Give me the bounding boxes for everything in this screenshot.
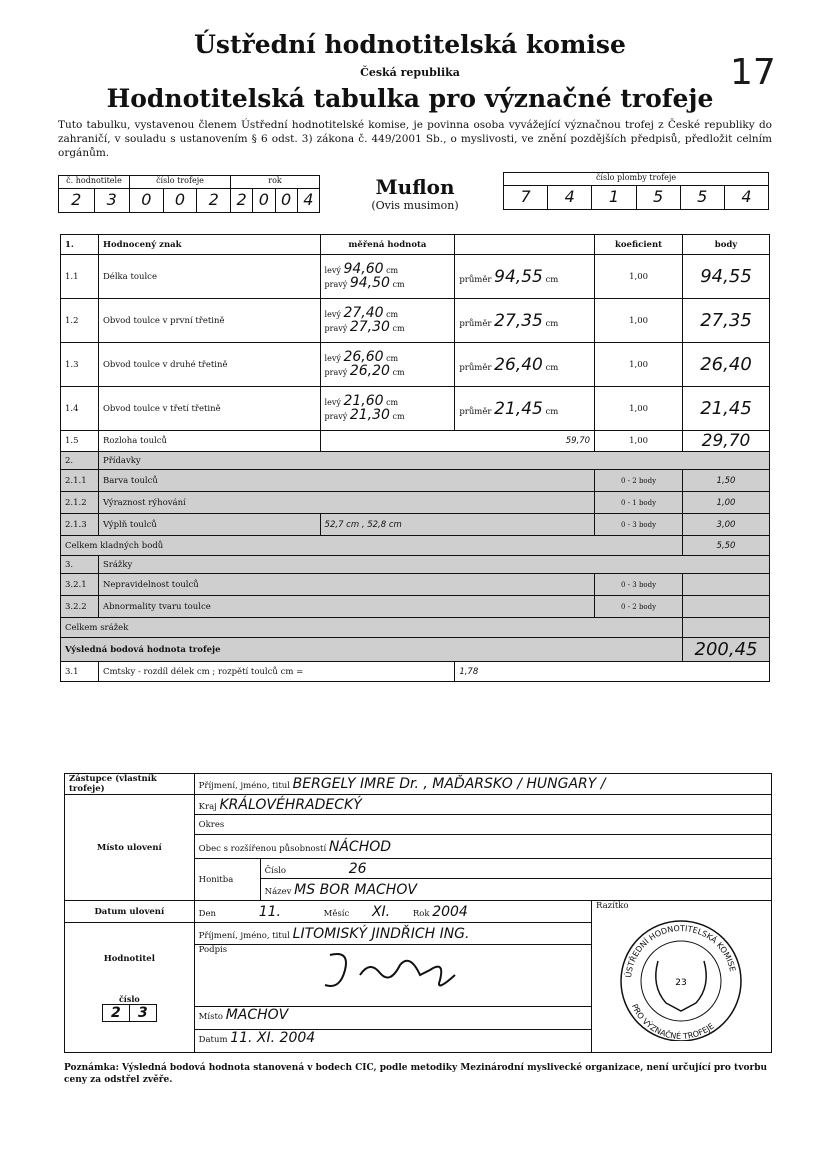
avg-label: průměr	[459, 274, 492, 285]
header-points: body	[683, 235, 770, 255]
footnote: Poznámka: Výsledná bodová hodnota stanovená v bodech CIC, podle metodiky Mezinárodní myslivecké organizace, není určující pro tvorbu ceny za odstřel zvěře.	[64, 1063, 768, 1085]
seal-number-digits	[503, 186, 769, 210]
points: 94,55	[683, 255, 770, 299]
row-trait: Obvod toulce v první třetině	[98, 299, 320, 343]
row-trait: Abnormality tvaru toulce	[98, 596, 594, 618]
right-label: pravý	[324, 323, 348, 333]
hunt-date-label: Datum ulovení	[65, 901, 195, 923]
owner-name: BERGELY IMRE Dr. , MAĎARSKO / HUNGARY /	[292, 776, 606, 792]
left-value: 27,40	[343, 304, 384, 321]
avg-value: 94,55	[494, 266, 543, 287]
digit: 2	[208, 190, 219, 209]
honitba-number-label: Číslo	[264, 865, 287, 876]
row-num: 1.1	[61, 255, 99, 299]
digit: 5	[637, 186, 681, 209]
form-title: Hodnotitelská tabulka pro význačné trofeje	[106, 84, 714, 113]
left-label: levý	[324, 265, 341, 275]
unit: cm	[545, 406, 559, 417]
unit: cm	[545, 318, 559, 329]
measured-values	[320, 255, 455, 299]
left-value: 94,60	[343, 260, 384, 277]
right-value: 21,30	[349, 406, 390, 423]
species-block	[340, 175, 490, 212]
measured-values	[320, 343, 455, 387]
digit: 0	[130, 189, 164, 212]
average-cell	[455, 343, 595, 387]
honitba-name-label: Název	[264, 886, 292, 897]
evaluator-name-label: Příjmení, jméno, titul	[198, 930, 290, 941]
stamp-text-top: ÚSTŘEDNÍ HODNOTITELSKÁ KOMISE	[624, 923, 738, 979]
total-points: 200,45	[683, 638, 770, 662]
left-value: 21,60	[343, 392, 384, 409]
unit: cm	[386, 265, 399, 275]
evaluator-number-label: č. hodnotitele	[59, 176, 130, 188]
seal-block	[503, 172, 769, 210]
digit: 3	[137, 1004, 148, 1021]
right-value: 27,30	[349, 318, 390, 335]
digit: 2	[103, 1005, 130, 1021]
header-trait: Hodnocený znak	[98, 235, 320, 255]
average-cell	[455, 255, 595, 299]
row-trait: Cmtsky - rozdíl délek cm ; rozpětí toulců cm =	[98, 662, 454, 682]
spread-value: 59,70	[320, 431, 595, 452]
date-value: 11. XI. 2004	[230, 1030, 316, 1046]
table-row	[61, 452, 770, 470]
row-num: 1.2	[61, 299, 99, 343]
row-trait: Délka toulce	[98, 255, 320, 299]
table-row	[61, 255, 770, 299]
avg-label: průměr	[459, 406, 492, 417]
place-label: Místo	[198, 1012, 223, 1022]
obec-label: Obec s rozšířenou působností	[198, 843, 327, 854]
table-row	[61, 574, 770, 596]
honitba-label: Honitba	[194, 859, 260, 901]
row-num: 3.	[61, 556, 99, 574]
digit: 7	[504, 186, 548, 209]
coefficient: 1,00	[595, 343, 683, 387]
table-row	[61, 556, 770, 574]
row-trait: Výplň toulců	[98, 514, 320, 536]
header-measured: měřená hodnota	[320, 235, 455, 255]
month-label: Měsíc	[323, 908, 350, 919]
table-row	[61, 596, 770, 618]
unit: cm	[386, 353, 399, 363]
points	[683, 596, 770, 618]
range: 0 - 2 body	[595, 596, 683, 618]
signature	[320, 945, 480, 995]
ratio-value: 1,78	[455, 662, 770, 682]
digit: 0	[164, 189, 198, 212]
row-trait: Obvod toulce v třetí třetině	[98, 387, 320, 431]
table-row	[65, 901, 772, 923]
table-row	[65, 795, 772, 815]
right-label: pravý	[324, 279, 348, 289]
table-header-row	[61, 235, 770, 255]
total-label: Výsledná bodová hodnota trofeje	[61, 638, 683, 662]
points: 3,00	[683, 514, 770, 536]
intro-paragraph: Tuto tabulku, vystavenou členem Ústřední hodnotitelské komise, je povinna osoba vyvážející význačnou trofej z České republiky do zahraničí, v souladu s ustanovením § 6 odst. 3) zákona č. 449/2001 Sb., o myslivosti, ve znění pozdějších předpisů, předložit celním orgánům.	[58, 119, 772, 159]
digit: 3	[106, 190, 117, 209]
signature-cell	[194, 945, 591, 1007]
unit: cm	[392, 367, 405, 377]
svg-text:PRO VÝZNAČNÉ TROFEJE	[630, 1003, 716, 1041]
avg-label: průměr	[459, 318, 492, 329]
unit: cm	[392, 411, 405, 421]
avg-value: 27,35	[494, 310, 543, 331]
measurement-table	[60, 234, 770, 682]
commission-title: Ústřední hodnotitelská komise	[194, 30, 626, 59]
row-trait: Rozloha toulců	[98, 431, 320, 452]
sum-minus-label: Celkem srážek	[61, 618, 683, 638]
avg-value: 21,45	[494, 398, 543, 419]
table-row	[61, 514, 770, 536]
right-value: 26,20	[349, 362, 390, 379]
left-label: levý	[324, 397, 341, 407]
country-subtitle: Česká republika	[360, 66, 460, 79]
row-num: 3.2.1	[61, 574, 99, 596]
table-row	[61, 299, 770, 343]
sum-plus-label: Celkem kladných bodů	[61, 536, 683, 556]
left-value: 26,60	[343, 348, 384, 365]
digit: 4	[548, 186, 592, 209]
kraj-value: KRÁLOVÉHRADECKÝ	[219, 796, 362, 813]
obec-value: NÁCHOD	[328, 838, 392, 855]
table-row	[65, 774, 772, 795]
evaluator-cell	[65, 923, 195, 1053]
row-trait: Výraznost rýhování	[98, 492, 594, 514]
table-row	[61, 662, 770, 682]
table-row	[61, 387, 770, 431]
row-num: 2.1.3	[61, 514, 99, 536]
row-num: 2.	[61, 452, 99, 470]
year-digits	[231, 189, 319, 212]
species-name: Muflon	[375, 175, 455, 199]
row-trait: Obvod toulce v druhé třetině	[98, 343, 320, 387]
fill-measurement: 52,7 cm , 52,8 cm	[320, 514, 595, 536]
points: 21,45	[683, 387, 770, 431]
evaluator-number-digits	[59, 189, 130, 212]
place-value: MACHOV	[225, 1007, 289, 1023]
page-number: 17	[730, 52, 776, 93]
evaluator-number-box	[102, 1004, 157, 1022]
row-trait: Přídavky	[98, 452, 769, 470]
row-num: 1.3	[61, 343, 99, 387]
right-label: pravý	[324, 367, 348, 377]
place-label: Místo ulovení	[65, 795, 195, 901]
digit: 2	[231, 189, 253, 212]
average-cell	[455, 299, 595, 343]
range: 0 - 3 body	[595, 574, 683, 596]
day-label: Den	[198, 908, 216, 919]
stamp-cell	[591, 901, 771, 1053]
month-value: XI.	[371, 903, 391, 920]
day-value: 11.	[258, 903, 281, 920]
header-blank	[455, 235, 595, 255]
owner-name-label: Příjmení, jméno, titul	[198, 781, 290, 791]
digit: 2	[59, 189, 95, 212]
points	[683, 574, 770, 596]
coefficient: 1,00	[595, 255, 683, 299]
right-value: 94,50	[349, 274, 390, 291]
table-row	[61, 618, 770, 638]
row-trait: Srážky	[98, 556, 769, 574]
unit: cm	[392, 279, 405, 289]
evaluator-number-label: číslo	[118, 993, 140, 1004]
row-num: 3.1	[61, 662, 99, 682]
table-row	[61, 492, 770, 514]
left-label: levý	[324, 353, 341, 363]
row-num: 2.1.2	[61, 492, 99, 514]
points: 29,70	[683, 431, 770, 452]
evaluator-name: LITOMISKÝ JINDŘICH ING.	[292, 925, 470, 942]
digit: 4	[303, 190, 314, 209]
stamp-text-bottom: PRO VÝZNAČNÉ TROFEJE	[629, 1002, 716, 1041]
table-row	[61, 536, 770, 556]
digit: 0	[276, 189, 298, 212]
points: 1,50	[683, 470, 770, 492]
table-row	[61, 343, 770, 387]
points: 27,35	[683, 299, 770, 343]
signature-label: Podpis	[198, 945, 228, 955]
year-value: 2004	[432, 903, 468, 920]
trophy-number-digits	[130, 189, 231, 212]
stamp-number: 23	[675, 978, 687, 988]
digit: 5	[681, 186, 725, 209]
unit: cm	[545, 274, 559, 285]
id-block	[58, 175, 320, 213]
row-num: 3.2.2	[61, 596, 99, 618]
trophy-number-label: číslo trofeje	[130, 176, 231, 188]
okres-label: Okres	[194, 815, 771, 835]
honitba-number: 26	[348, 860, 367, 877]
points: 5,50	[683, 536, 770, 556]
average-cell	[455, 387, 595, 431]
seal-number-label: číslo plomby trofeje	[503, 172, 769, 186]
place-date-cell	[194, 1007, 591, 1053]
table-row	[61, 431, 770, 452]
right-label: pravý	[324, 411, 348, 421]
coefficient: 1,00	[595, 299, 683, 343]
owner-label: Zástupce (vlastník trofeje)	[65, 774, 195, 795]
year-label: Rok	[412, 908, 430, 919]
coefficient: 1,00	[595, 387, 683, 431]
points: 26,40	[683, 343, 770, 387]
row-num: 2.1.1	[61, 470, 99, 492]
range: 0 - 2 body	[595, 470, 683, 492]
unit: cm	[545, 362, 559, 373]
range: 0 - 3 body	[595, 514, 683, 536]
unit: cm	[386, 309, 399, 319]
header-coefficient: koeficient	[595, 235, 683, 255]
unit: cm	[392, 323, 405, 333]
row-trait: Barva toulců	[98, 470, 594, 492]
coefficient: 1,00	[595, 431, 683, 452]
row-num: 1.4	[61, 387, 99, 431]
hunt-info-table	[64, 773, 772, 1053]
year-label: rok	[268, 176, 282, 185]
range: 0 - 1 body	[595, 492, 683, 514]
measured-values	[320, 299, 455, 343]
measured-values	[320, 387, 455, 431]
official-stamp	[596, 911, 766, 1041]
points: 1,00	[683, 492, 770, 514]
unit: cm	[386, 397, 399, 407]
kraj-label: Kraj	[198, 801, 217, 812]
evaluator-label: Hodnotitel	[103, 953, 155, 964]
stamp-label: Razítko	[595, 901, 629, 911]
digit: 0	[253, 189, 275, 212]
header-num: 1.	[61, 235, 99, 255]
table-row	[61, 470, 770, 492]
honitba-name: MS BOR MACHOV	[294, 881, 417, 898]
row-num: 1.5	[61, 431, 99, 452]
left-label: levý	[324, 309, 341, 319]
points	[683, 618, 770, 638]
table-row	[61, 638, 770, 662]
digit: 4	[741, 187, 752, 206]
digit: 1	[592, 186, 636, 209]
species-latin: (Ovis musimon)	[371, 199, 459, 212]
date-label: Datum	[198, 1035, 228, 1045]
avg-value: 26,40	[494, 354, 543, 375]
avg-label: průměr	[459, 362, 492, 373]
row-trait: Nepravidelnost toulců	[98, 574, 594, 596]
